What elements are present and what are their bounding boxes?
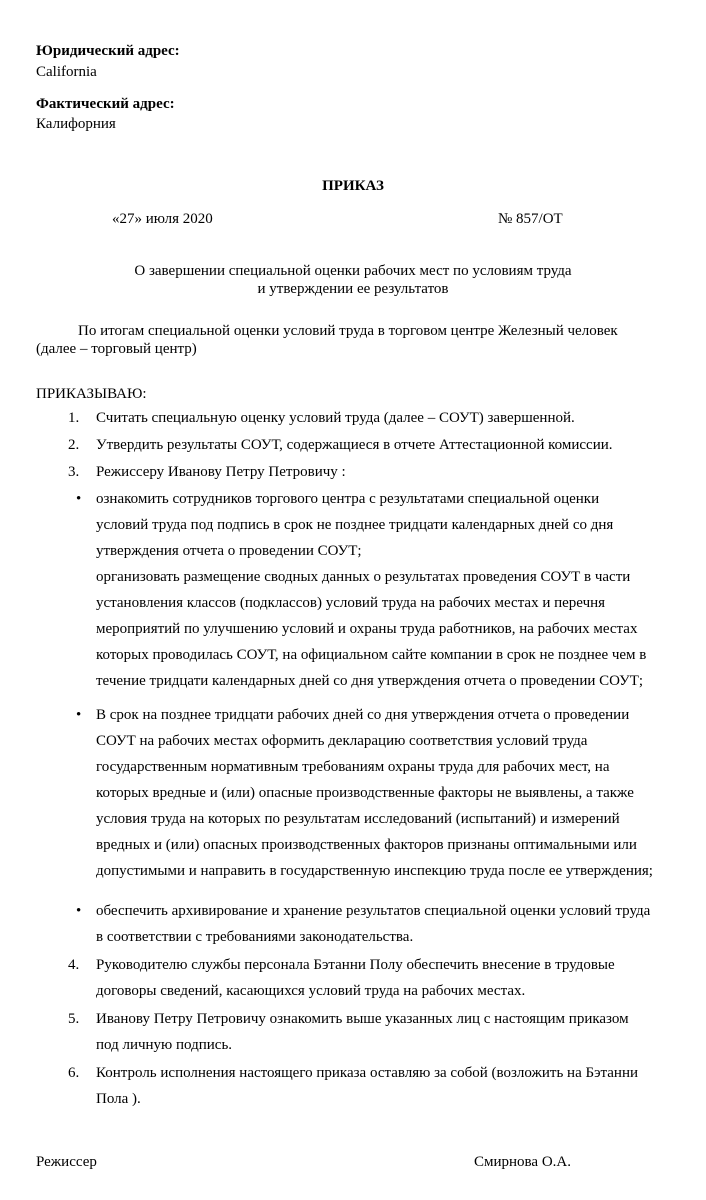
bullet-1-line-5: установления классов (подклассов) условий труда на рабочих местах и перечня [96, 595, 606, 611]
item-text-1: Считать специальную оценку условий труда (далее – СОУТ) завершенной. [96, 410, 575, 426]
order-title: ПРИКАЗ [322, 178, 384, 194]
bullet-1-line-4: организовать размещение сводных данных о результатах проведения СОУТ в части [96, 569, 631, 585]
order-date: «27» июля 2020 [112, 211, 213, 227]
bullet-1-line-8: течение тридцати календарных дней со дня утверждения отчета о проведении СОУТ; [96, 673, 644, 689]
bullet-1-line-7: которых проводилась СОУТ, на официальном сайте компании в срок не позднее чем в [96, 647, 647, 663]
bullet-2-line-4: которых вредные и (или) опасные производственные факторы не выявлены, а также [96, 785, 634, 801]
bullet-1-line-1: ознакомить сотрудников торгового центра с результатами специальной оценки [96, 491, 600, 507]
bullet-3-line-1: обеспечить архивирование и хранение результатов специальной оценки условий труда [96, 903, 651, 919]
actual-address-value: Калифорния [36, 116, 116, 132]
item-number-1: 1. [68, 410, 80, 426]
item-text-3: Режиссеру Иванову Петру Петровичу : [96, 464, 346, 480]
actual-address-label: Фактический адрес: [36, 96, 175, 112]
item-number-2: 2. [68, 437, 80, 453]
item-text-2: Утвердить результаты СОУТ, содержащиеся в отчете Аттестационной комиссии. [96, 437, 613, 453]
bullet-2-line-2: СОУТ на рабочих местах оформить декларацию соответствия условий труда [96, 733, 588, 749]
bullet-1-line-3: утверждения отчета о проведении СОУТ; [96, 543, 362, 559]
legal-address-label: Юридический адрес: [36, 43, 180, 59]
order-subject-line-1: О завершении специальной оценки рабочих мест по условиям труда [134, 263, 572, 279]
signature-name: Смирнова О.А. [474, 1154, 572, 1170]
item-number-3: 3. [68, 464, 80, 480]
item-text-4-line-2: договоры сведений, касающихся условий труда на рабочих местах. [96, 983, 526, 999]
item-text-6-line-2: Пола ). [96, 1091, 141, 1107]
bullet-3-line-2: в соответствии с требованиями законодательства. [96, 929, 414, 945]
item-text-6-line-1: Контроль исполнения настоящего приказа оставляю за собой (возложить на Бэтанни [96, 1065, 639, 1081]
order-number: № 857/ОТ [498, 211, 563, 227]
item-number-4: 4. [68, 957, 80, 973]
legal-address-value: California [36, 64, 97, 80]
bullet-2-line-5: условия труда на которых по результатам исследований (испытаний) и измерений [96, 811, 620, 827]
bullet-1-line-6: мероприятий по улучшению условий и охраны труда работников, на рабочих местах [96, 621, 638, 637]
bullet-2-line-1: В срок на позднее тридцати рабочих дней со дня утверждения отчета о проведении [96, 707, 630, 723]
order-subject-line-2: и утверждении ее результатов [257, 281, 449, 297]
signature-position: Режиссер [36, 1154, 97, 1170]
bullet-1-line-2: условий труда под подпись в срок не позднее тридцати календарных дней со дня [96, 517, 614, 533]
item-text-5-line-1: Иванову Петру Петровичу ознакомить выше указанных лиц с настоящим приказом [96, 1011, 629, 1027]
order-word: ПРИКАЗЫВАЮ: [36, 386, 147, 402]
bullet-3: • [76, 903, 82, 919]
bullet-2-line-6: вредных и (или) опасных производственных факторов признаны оптимальными или [96, 837, 637, 853]
bullet-2-line-7: допустимыми и направить в государственную инспекцию труда после ее утверждения; [96, 863, 653, 879]
intro-line-1: По итогам специальной оценки условий труда в торговом центре Железный человек [78, 323, 618, 339]
item-text-5-line-2: под личную подпись. [96, 1037, 233, 1053]
item-number-5: 5. [68, 1011, 80, 1027]
item-text-4-line-1: Руководителю службы персонала Бэтанни Полу обеспечить внесение в трудовые [96, 957, 615, 973]
bullet-2: • [76, 707, 82, 723]
item-number-6: 6. [68, 1065, 80, 1081]
intro-line-2: (далее – торговый центр) [36, 341, 197, 357]
bullet-1: • [76, 491, 82, 507]
bullet-2-line-3: государственным нормативным требованиям охраны труда для рабочих мест, на [96, 759, 610, 775]
